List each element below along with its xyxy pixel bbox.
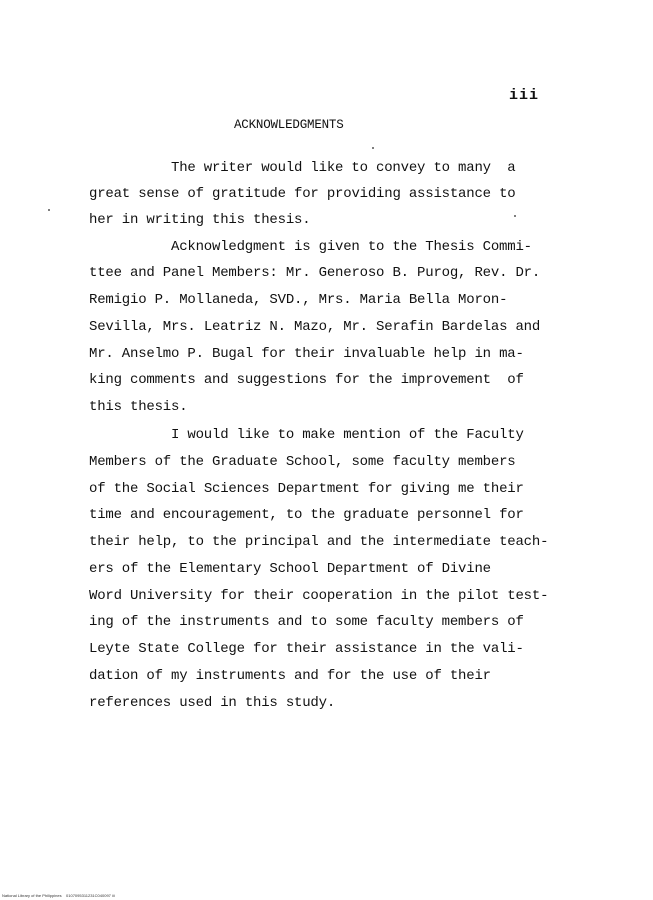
text-line: references used in this study. xyxy=(89,695,336,711)
scan-speck xyxy=(372,147,374,149)
text-line: dation of my instruments and for the use of their xyxy=(89,668,491,684)
text-line: time and encouragement, to the graduate personnel for xyxy=(89,507,524,523)
text-line: Acknowledgment is given to the Thesis Commi- xyxy=(171,239,532,255)
text-line: I would like to make mention of the Faculty xyxy=(171,427,524,443)
scan-speck xyxy=(514,215,516,217)
text-line: this thesis. xyxy=(89,399,188,415)
page-heading: ACKNOWLEDGMENTS xyxy=(234,118,344,132)
footer-scan-label: National Library of the Philippines 0107095311231C040097 iii xyxy=(2,893,115,898)
text-line: Members of the Graduate School, some faculty members xyxy=(89,454,516,470)
text-line: her in writing this thesis. xyxy=(89,212,311,228)
text-line: ers of the Elementary School Department of Divine xyxy=(89,561,491,577)
text-line: Mr. Anselmo P. Bugal for their invaluable help in ma- xyxy=(89,346,524,362)
text-line: their help, to the principal and the intermediate teach- xyxy=(89,534,549,550)
text-line: Leyte State College for their assistance in the vali- xyxy=(89,641,524,657)
text-line: of the Social Sciences Department for giving me their xyxy=(89,481,524,497)
text-line: king comments and suggestions for the improvement of xyxy=(89,372,524,388)
text-line: The writer would like to convey to many a xyxy=(171,160,516,176)
text-line: great sense of gratitude for providing assistance to xyxy=(89,186,516,202)
scan-speck xyxy=(48,209,50,211)
text-line: ttee and Panel Members: Mr. Generoso B. Purog, Rev. Dr. xyxy=(89,265,541,281)
text-line: Word University for their cooperation in the pilot test- xyxy=(89,588,549,604)
text-line: ing of the instruments and to some faculty members of xyxy=(89,614,524,630)
text-line: Remigio P. Mollaneda, SVD., Mrs. Maria Bella Moron- xyxy=(89,292,508,308)
page-number: iii xyxy=(509,87,540,104)
text-line: Sevilla, Mrs. Leatriz N. Mazo, Mr. Serafin Bardelas and xyxy=(89,319,541,335)
